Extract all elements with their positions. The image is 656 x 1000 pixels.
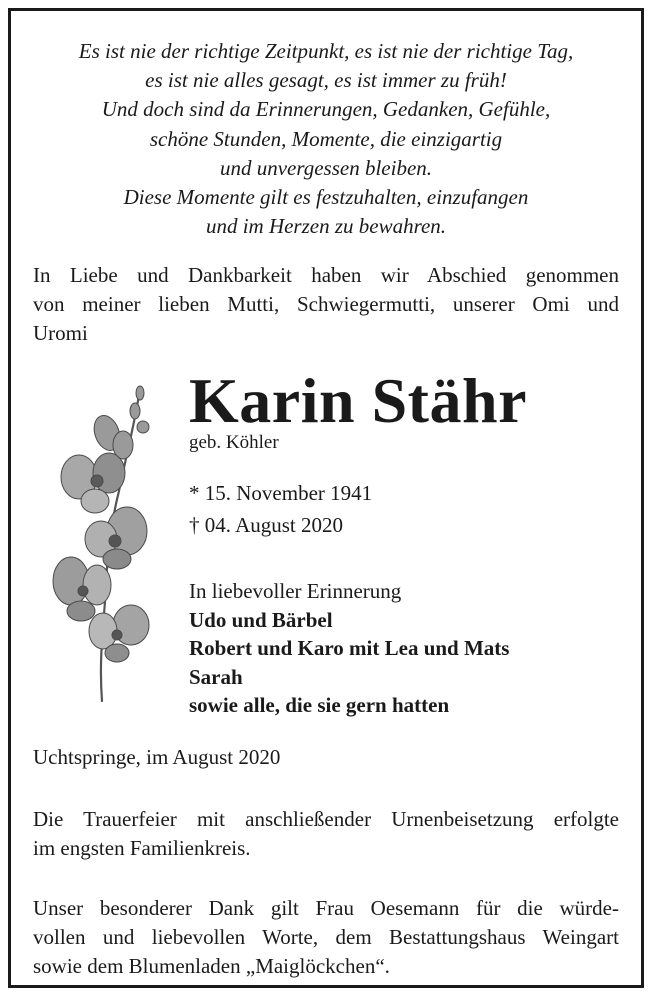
thanks-notice [33,894,619,981]
mourner-name: Udo und Bärbel [189,607,333,632]
poem-line: Es ist nie der richtige Zeitpunkt, es ist nie der richtige Tag, [78,39,574,63]
mourner-name: Sarah [189,664,243,689]
life-dates [189,477,372,541]
deceased-name: Karin Stähr [189,365,527,436]
mourners-heading: In liebevoller Erinnerung [189,579,402,603]
intro-line: von meiner lieben Mutti, Schwiegermutti, unserer Omi und [33,292,619,316]
poem-line: Und doch sind da Erinnerungen, Gedanken, Gefühle, [101,97,551,122]
mourners-block [189,577,509,720]
intro-line: Uromi [33,321,88,345]
thanks-line: sowie dem Blumenladen „Maiglöckchen“. [33,954,390,978]
ceremony-notice [33,805,619,863]
memorial-poem [31,37,621,241]
intro-line: In Liebe und Dankbarkeit haben wir Abschied genommen [33,263,619,287]
poem-line: Diese Momente gilt es festzuhalten, einzufangen [123,185,529,210]
place-and-date: Uchtspringe, im August 2020 [33,745,281,769]
maiden-name: geb. Köhler [189,432,279,453]
farewell-intro [33,261,619,348]
death-date: † 04. August 2020 [189,513,344,537]
ceremony-line: Die Trauerfeier mit anschließender Urnenbeisetzung erfolgte [33,807,619,831]
mourner-name: sowie alle, die sie gern hatten [189,693,450,717]
obituary-frame [8,8,644,988]
poem-line: es ist nie alles gesagt, es ist immer zu früh! [145,68,507,93]
mourner-name: Robert und Karo mit Lea und Mats [189,636,510,660]
orchid-icon [47,381,157,711]
ceremony-line: im engsten Familienkreis. [33,836,251,860]
thanks-line: Unser besonderer Dank gilt Frau Oesemann für die würde- [33,896,619,920]
birth-date: * 15. November 1941 [189,481,373,505]
poem-line: und im Herzen zu bewahren. [205,214,447,239]
poem-line: und unvergessen bleiben. [219,155,433,180]
thanks-line: vollen und liebevollen Worte, dem Bestattungshaus Weingart [33,925,619,949]
poem-line: schöne Stunden, Momente, die einzigartig [149,126,503,151]
